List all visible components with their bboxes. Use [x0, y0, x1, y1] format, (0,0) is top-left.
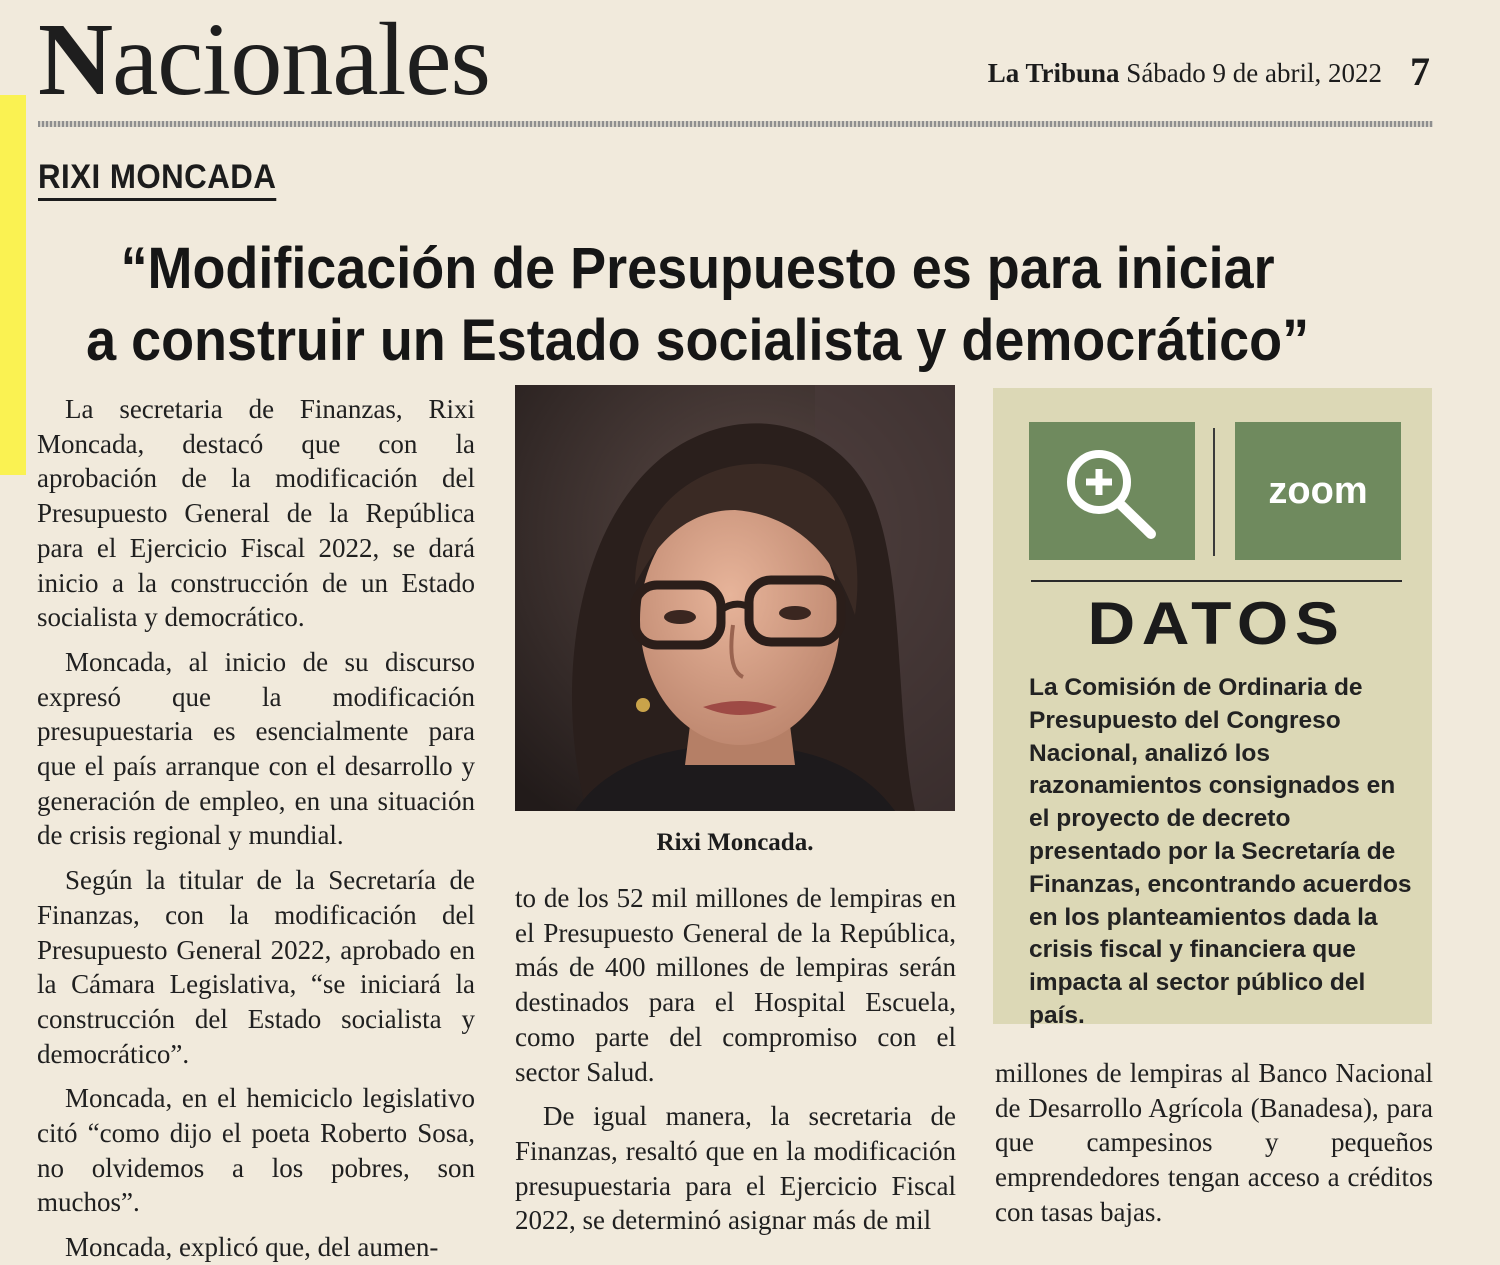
masthead	[988, 58, 1382, 89]
page-number: 7	[1410, 49, 1430, 94]
zoom-divider	[1213, 428, 1215, 556]
paragraph: Moncada, en el hemiciclo legislativo citó “como dijo el poeta Roberto Sosa, no olvidemos a los pobres, son muchos”.	[37, 1083, 475, 1218]
portrait-photo	[515, 385, 955, 811]
paragraph: Moncada, explicó que, del aumen-	[65, 1232, 439, 1263]
datos-sidebar	[993, 388, 1432, 1029]
article-headline	[28, 233, 1367, 377]
article-column-3	[995, 1056, 1433, 1230]
zoom-icon-tile	[1029, 422, 1195, 560]
newspaper-name: La Tribuna	[987, 58, 1120, 88]
datos-text: La Comisión de Ordinaria de Presupuesto del Congreso Nacional, analizó los razonamientos consignados en el proyecto de decreto presentado por la Secretaría de Finanzas, encontrando acuerdos en los planteamientos dada la crisis fiscal y financiera que impacta al sector público del país.	[1029, 674, 1412, 1029]
article-column-2	[515, 881, 956, 1238]
paragraph: Según la titular de la Secretaría de Finanzas, con la modificación del Presupuesto General 2022, aprobado en la Cámara Legislativa, “se iniciará la construcción del Estado socialista y democrático”.	[37, 865, 475, 1069]
zoom-label: zoom	[1235, 422, 1401, 560]
paragraph: millones de lempiras al Banco Nacional de Desarrollo Agrícola (Banadesa), para que campesinos y pequeños emprendedores tengan acceso a créditos con tasas bajas.	[995, 1058, 1433, 1227]
article-kicker: RIXI MONCADA	[38, 160, 276, 201]
paragraph: De igual manera, la secretaria de Finanzas, resaltó que en la modificación presupuestaria para el Ejercicio Fiscal 2022, se determinó asignar más de mil	[515, 1101, 956, 1236]
paragraph: Moncada, al inicio de su discurso expresó que la modificación presupuestaria es esencialmente para que el país arranque con el desarrollo y generación de empleo, en una situación de crisis regional y mundial.	[37, 646, 475, 851]
paragraph: La secretaria de Finanzas, Rixi Moncada, destacó que con la aprobación de la modificación del Presupuesto General de la República para el Ejercicio Fiscal 2022, se dará inicio a la construcción de un Estado socialista y democrático.	[37, 394, 475, 633]
magnifier-plus-icon	[1029, 422, 1195, 560]
photo-caption: Rixi Moncada.	[656, 829, 814, 856]
headline-line-1: “Modificación de Presupuesto es para iniciar	[120, 236, 1275, 301]
issue-date: Sábado 9 de abril, 2022	[1126, 58, 1382, 88]
header-rule	[38, 121, 1433, 127]
article-column-1	[37, 392, 475, 1265]
datos-title: DATOS	[1087, 590, 1346, 657]
datos-rule	[1031, 580, 1402, 582]
section-title: Nacionales	[38, 2, 491, 117]
headline-line-2: a construir un Estado socialista y democrático”	[86, 308, 1310, 373]
paragraph: to de los 52 mil millones de lempiras en el Presupuesto General de la República, más de 400 millones de lempiras serán destinados para el Hospital Escuela, como parte del compromiso con el sector Salud.	[515, 883, 956, 1087]
highlighter-mark	[0, 95, 26, 475]
portrait-illustration	[515, 385, 955, 811]
